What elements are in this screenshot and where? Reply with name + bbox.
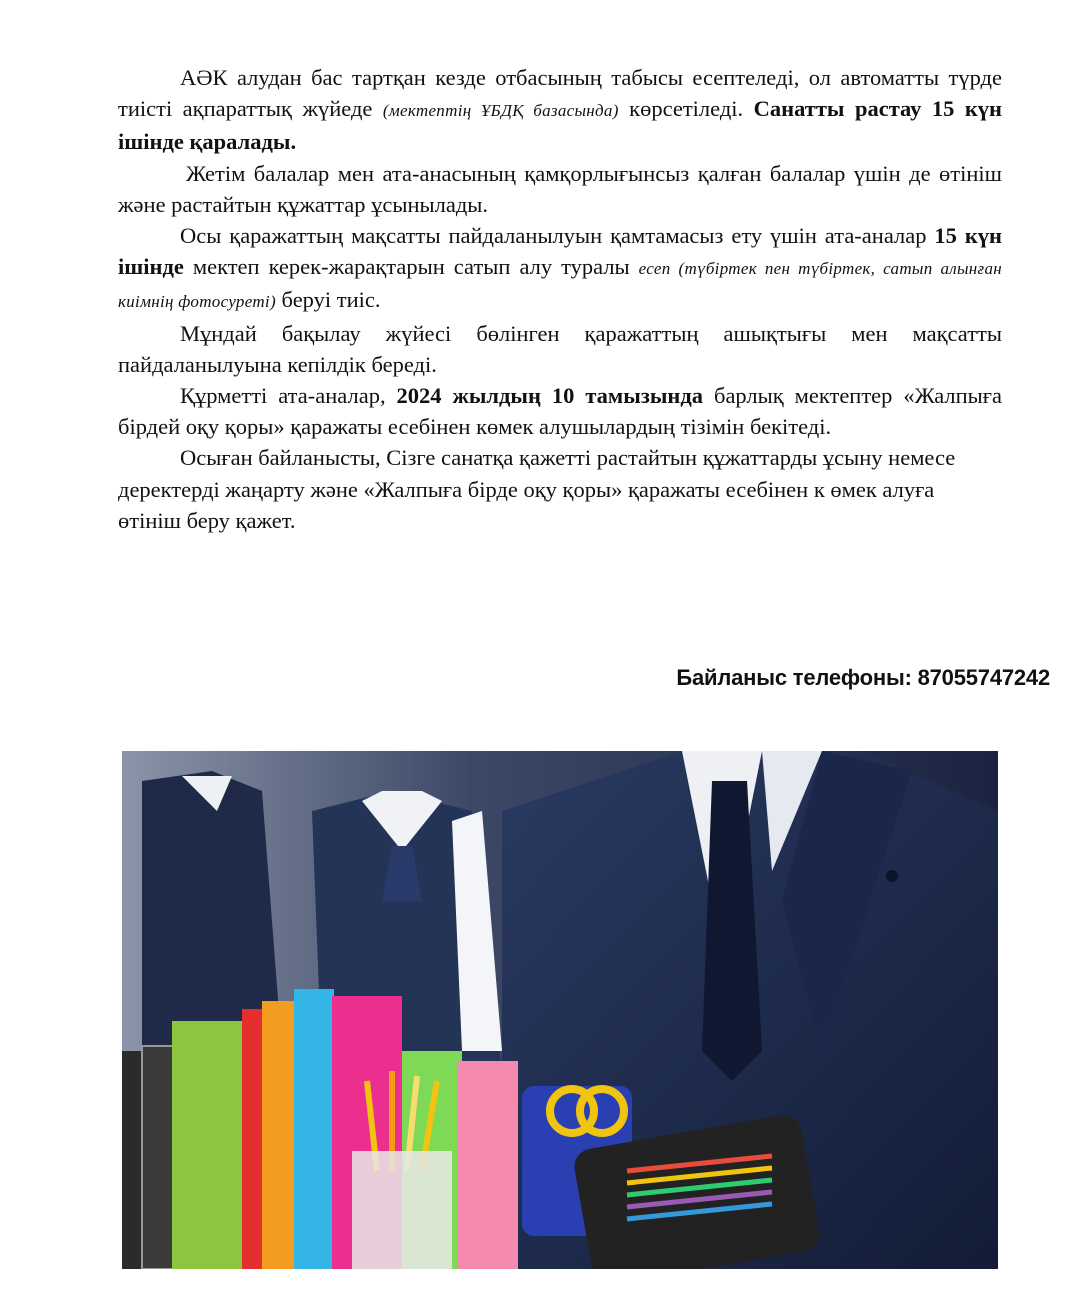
text: барлық мектептер «Жалпыға бірдей оқу қоры» қаражаты есебінен көмек алушылардың тізімін бекітеді. bbox=[118, 383, 1003, 440]
uniforms-photo bbox=[122, 751, 998, 1269]
contact-phone: Байланыс телефоны: 87055747242 bbox=[676, 665, 1050, 690]
uniforms-illustration bbox=[122, 751, 998, 1269]
text: Осыған байланысты, Сізге санатқа қажетті растайтын құжаттарды ұсыну немесе деректерді жаңарту және «Жалпыға бірде оқу қоры» қаражаты есебінен к өмек алуға өтініш беру қажет. bbox=[118, 445, 956, 533]
paragraph-2 bbox=[118, 158, 1002, 220]
paragraph-1 bbox=[118, 62, 1002, 158]
paragraph-5 bbox=[118, 380, 1002, 442]
bold-text: 2024 жылдың 10 тамызында bbox=[396, 383, 704, 409]
paragraph-6 bbox=[118, 442, 1002, 536]
text: беруі тиіс. bbox=[281, 287, 381, 313]
italic-note: (мектептің ҰБДҚ базасында) bbox=[382, 101, 619, 121]
bold-text: 15 күн ішінде bbox=[118, 223, 1003, 280]
italic-note: есеп (түбіртек пен түбіртек, сатып алынған киімнің фотосуреті) bbox=[118, 259, 1002, 312]
text: Осы қаражаттың мақсатты пайдаланылуын қамтамасыз ету үшін ата-аналар bbox=[180, 223, 927, 249]
text: Мұндай бақылау жүйесі бөлінген қаражаттың ашықтығы мен мақсатты пайдаланылуына кепілдік береді. bbox=[118, 320, 1002, 377]
document-body bbox=[118, 62, 1002, 536]
text: Құрметті ата-аналар, bbox=[180, 383, 386, 409]
paragraph-4 bbox=[118, 318, 1002, 380]
text: Жетім балалар мен ата-анасының қамқорлығынсыз қалған балалар үшін де өтініш және растайтын құжаттар ұсынылады. bbox=[118, 160, 1002, 217]
text: мектеп керек-жарақтарын сатып алу туралы bbox=[192, 254, 630, 280]
text: көрсетіледі. bbox=[629, 96, 744, 122]
bold-text: Санатты растау 15 күн ішінде қаралады. bbox=[118, 96, 1003, 155]
paragraph-3 bbox=[118, 220, 1002, 318]
text: АӘК алудан бас тартқан кезде отбасының табысы есептеледі, ол автоматты түрде тиісті ақпараттық жүйеде bbox=[118, 65, 1002, 122]
